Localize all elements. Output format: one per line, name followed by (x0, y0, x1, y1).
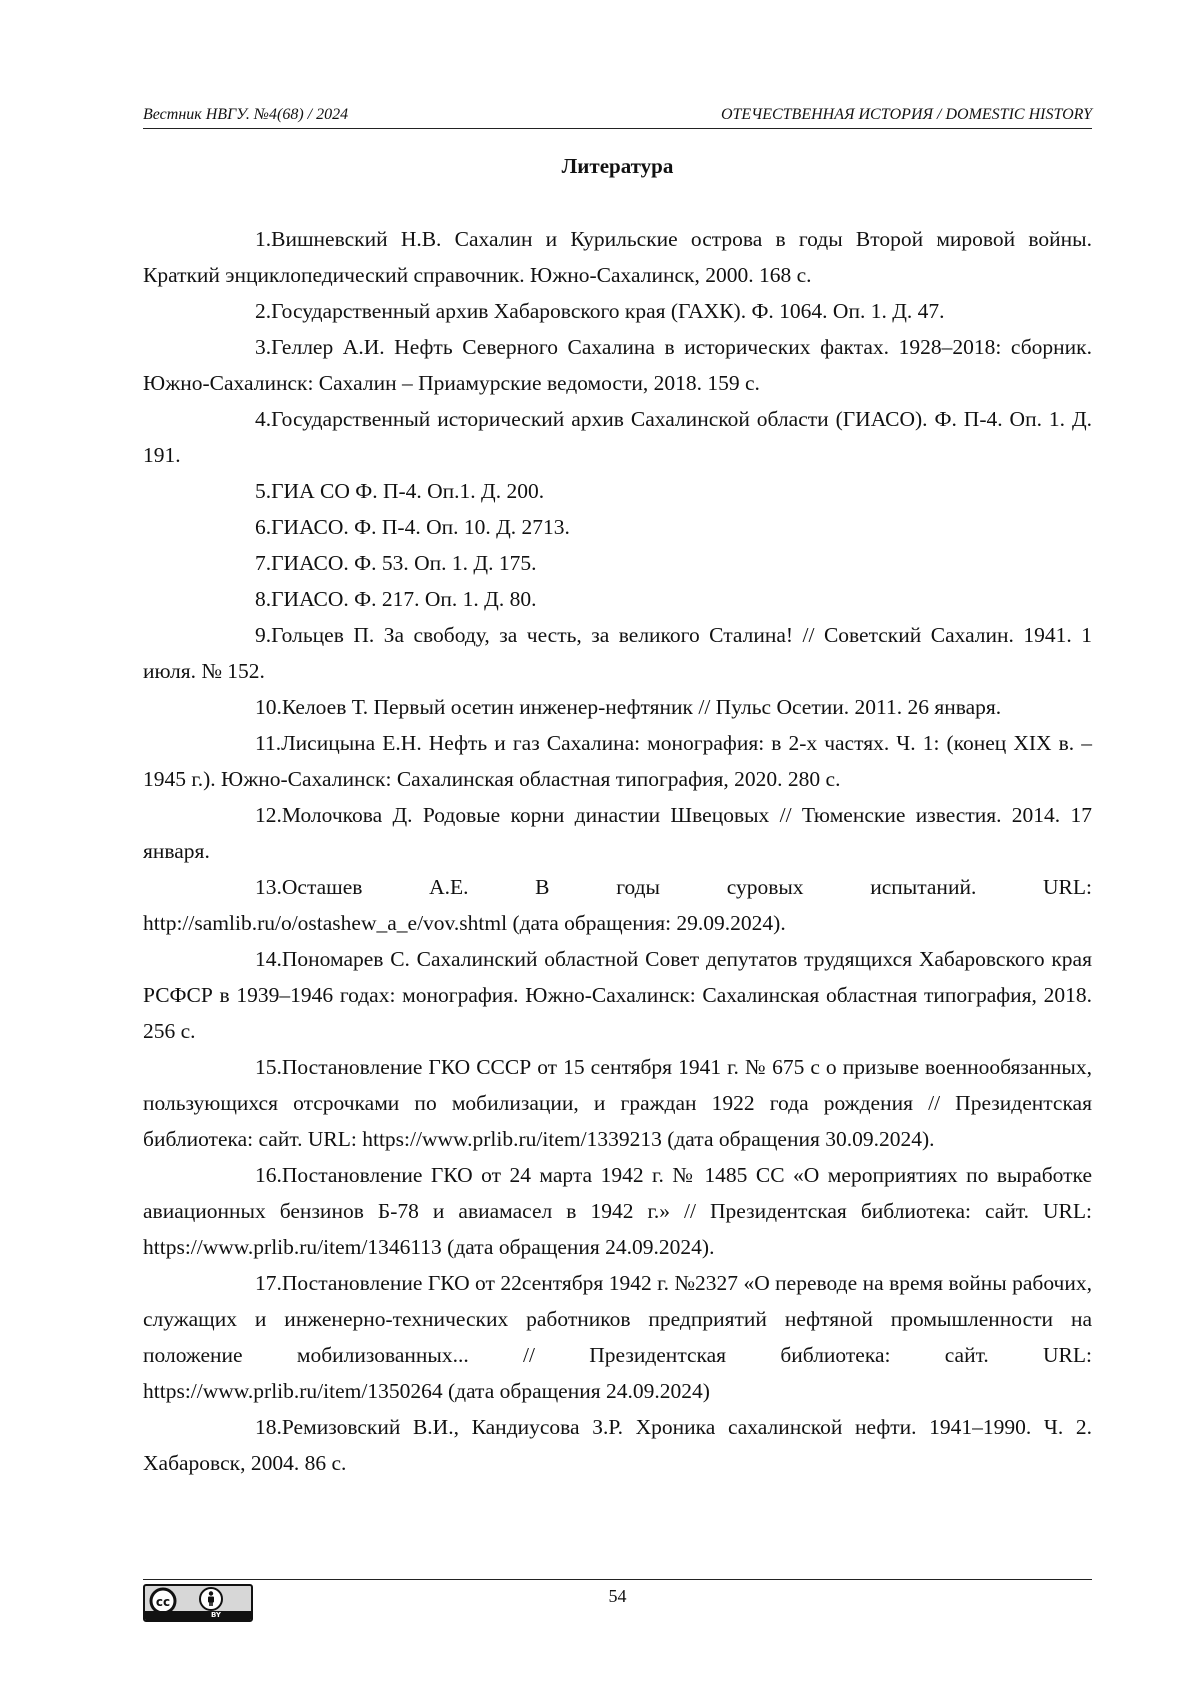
page-number: 54 (608, 1586, 627, 1606)
reference-text: Лисицына Е.Н. Нефть и газ Сахалина: монография: в 2-х частях. Ч. 1: (конец XIX в. – 1945 г.). Южно-Сахалинск: Сахалинская областная типография, 2020. 280 с. (143, 731, 1092, 791)
reference-item (143, 473, 1092, 509)
svg-text:cc: cc (155, 1595, 171, 1609)
reference-text: Гольцев П. За свободу, за честь, за великого Сталина! // Советский Сахалин. 1941. 1 июля. № 152. (143, 623, 1092, 683)
reference-number: 1. (255, 227, 272, 251)
reference-text: Молочкова Д. Родовые корни династии Швецовых // Тюменские известия. 2014. 17 января. (143, 803, 1092, 863)
reference-text: Государственный архив Хабаровского края (ГАХК). Ф. 1064. Оп. 1. Д. 47. (271, 299, 945, 323)
reference-text: Келоев Т. Первый осетин инженер-нефтяник // Пульс Осетии. 2011. 26 января. (281, 695, 1002, 719)
reference-item (143, 1049, 1092, 1157)
reference-text: ГИА СО Ф. П-4. Оп.1. Д. 200. (271, 479, 545, 503)
reference-number: 5. (255, 479, 272, 503)
header-divider (143, 128, 1092, 129)
reference-item (143, 581, 1092, 617)
reference-number: 11. (255, 731, 282, 755)
journal-issue: Вестник НВГУ. №4(68) / 2024 (143, 106, 349, 123)
reference-text: ГИАСО. Ф. 217. Оп. 1. Д. 80. (271, 587, 537, 611)
cc-by-label: BY (210, 1611, 221, 1619)
reference-item (143, 941, 1092, 1049)
reference-item (143, 797, 1092, 869)
reference-item (143, 401, 1092, 473)
reference-text: Пономарев С. Сахалинский областной Совет депутатов трудящихся Хабаровского края РСФСР в 1939–1946 годах: монография. Южно-Сахалинск: Сахалинская областная типография, 2018. 256 с. (143, 947, 1092, 1043)
reference-list (143, 221, 1092, 1481)
reference-item (143, 221, 1092, 293)
journal-section: ОТЕЧЕСТВЕННАЯ ИСТОРИЯ / DOMESTIC HISTORY (720, 106, 1092, 123)
reference-number: 3. (255, 335, 272, 359)
reference-item (143, 1157, 1092, 1265)
reference-item (143, 545, 1092, 581)
reference-text: Геллер А.И. Нефть Северного Сахалина в исторических фактах. 1928–2018: сборник. Южно-Сахалинск: Сахалин – Приамурские ведомости, 2018. 159 с. (143, 335, 1092, 395)
section-title: Литература (561, 154, 674, 178)
reference-text: Ремизовский В.И., Кандиусова З.Р. Хроника сахалинской нефти. 1941–1990. Ч. 2. Хабаровск, 2004. 86 с. (143, 1415, 1092, 1475)
reference-number: 14. (255, 947, 282, 971)
reference-item (143, 617, 1092, 689)
reference-text: ГИАСО. Ф. 53. Оп. 1. Д. 175. (271, 551, 537, 575)
reference-text: ГИАСО. Ф. П-4. Оп. 10. Д. 2713. (271, 515, 570, 539)
reference-text: Постановление ГКО СССР от 15 сентября 1941 г. № 675 с о призыве военнообязанных, пользующихся отсрочками по мобилизации, и граждан 1922 года рождения // Президентская библиотека: сайт. URL: https://www.prlib.ru/item/1339213 (дата обращения 30.09.2024). (143, 1055, 1092, 1151)
reference-item (143, 725, 1092, 797)
reference-item (143, 1409, 1092, 1481)
reference-item (143, 689, 1092, 725)
reference-text: Постановление ГКО от 22сентября 1942 г. №2327 «О переводе на время войны рабочих, служащих и инженерно-технических работников предприятий нефтяной промышленности на положение мобилизованных... // Президентская библиотека: сайт. URL: https://www.prlib.ru/item/1350264 (дата обращения 24.09.2024) (143, 1271, 1092, 1403)
reference-number: 6. (255, 515, 272, 539)
reference-item (143, 869, 1092, 941)
reference-number: 7. (255, 551, 272, 575)
reference-number: 13. (255, 875, 282, 899)
reference-number: 8. (255, 587, 272, 611)
reference-number: 18. (255, 1415, 282, 1439)
reference-number: 4. (255, 407, 272, 431)
reference-item (143, 509, 1092, 545)
reference-number: 9. (255, 623, 272, 647)
reference-item (143, 293, 1092, 329)
running-header (143, 103, 1092, 127)
reference-number: 15. (255, 1055, 282, 1079)
reference-number: 2. (255, 299, 272, 323)
reference-number: 17. (255, 1271, 282, 1295)
reference-number: 12. (255, 803, 282, 827)
footer-divider (143, 1579, 1092, 1580)
reference-item (143, 329, 1092, 401)
reference-text: Постановление ГКО от 24 марта 1942 г. № 1485 СС «О мероприятиях по выработке авиационных бензинов Б-78 и авиамасел в 1942 г.» // Президентская библиотека: сайт. URL: https://www.prlib.ru/item/1346113 (дата обращения 24.09.2024). (143, 1163, 1092, 1259)
reference-text: Осташев А.Е. В годы суровых испытаний. URL: http://samlib.ru/o/ostashew_a_e/vov.shtml (дата обращения: 29.09.2024). (143, 875, 1092, 935)
reference-number: 16. (255, 1163, 282, 1187)
reference-item (143, 1265, 1092, 1409)
cc-badge-strip (145, 1611, 251, 1620)
reference-text: Государственный исторический архив Сахалинской области (ГИАСО). Ф. П-4. Оп. 1. Д. 191. (143, 407, 1092, 467)
reference-number: 10. (255, 695, 282, 719)
reference-text: Вишневский Н.В. Сахалин и Курильские острова в годы Второй мировой войны. Краткий энциклопедический справочник. Южно-Сахалинск, 2000. 168 с. (143, 227, 1092, 287)
